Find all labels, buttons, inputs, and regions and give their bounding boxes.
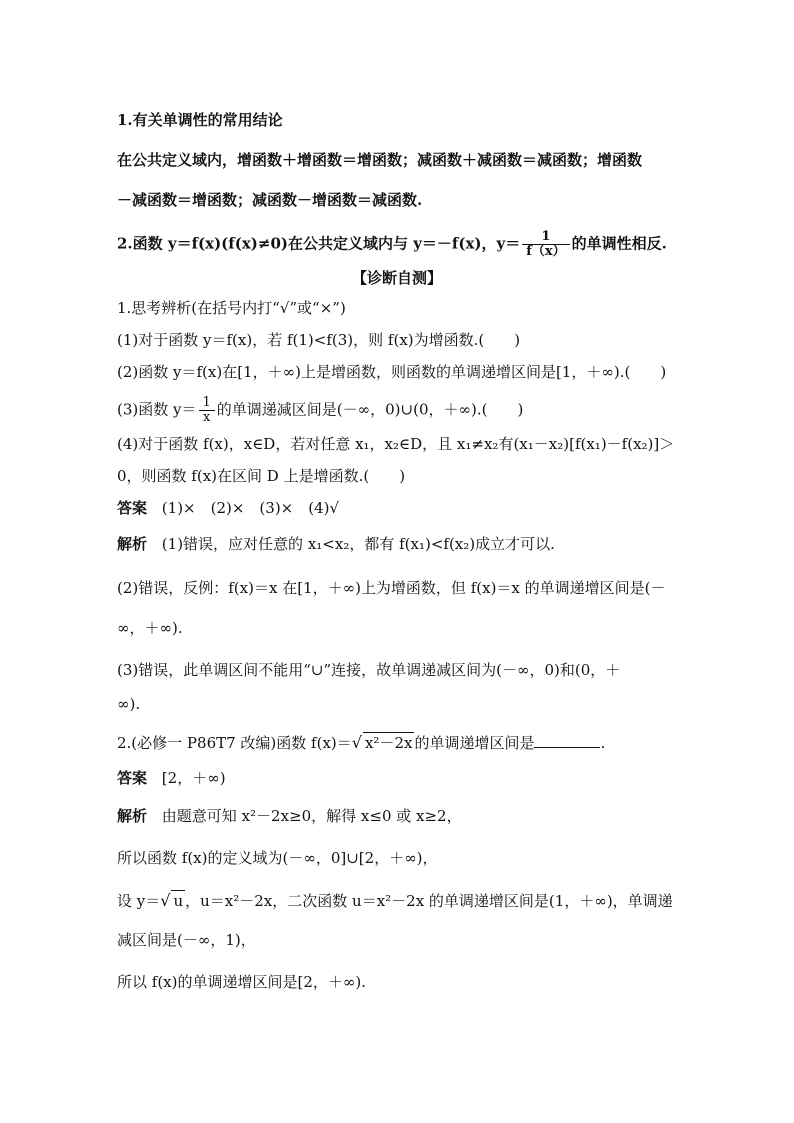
section1-line1: 在公共定义域内，增函数＋增函数＝增函数；减函数＋减函数＝减函数；增函数 (117, 151, 643, 169)
analysis-text: 由题意可知 x²－2x≥0，解得 x≤0 或 x≥2， (161, 807, 462, 825)
sqrt-radicand: u (173, 892, 184, 910)
q2-analysis3 (117, 890, 673, 911)
q2-analysis1 (117, 806, 462, 826)
q1-analysis3-line2: ∞). (117, 695, 141, 713)
sqrt-icon: √ (160, 891, 171, 910)
section2-fraction (522, 230, 569, 259)
q2-analysis3-suffix: ，u＝x²－2x，二次函数 u＝x²－2x 的单调递增区间是(1，＋∞)，单调递 (185, 892, 673, 910)
analysis-text: (1)错误，应对任意的 x₁<x₂，都有 f(x₁)<f(x₂)成立才可以. (161, 535, 555, 553)
analysis-label: 解析 (117, 535, 148, 553)
q1-analysis2-line2: ∞，＋∞). (117, 619, 183, 637)
section2-line (117, 230, 667, 259)
q1-item3 (117, 396, 523, 425)
sqrt-radicand: x²－2x (364, 734, 413, 752)
analysis-label: 解析 (117, 807, 148, 825)
answer-text: [2，＋∞) (161, 769, 226, 787)
answer-text: (1)× (2)× (3)× (4)√ (161, 499, 340, 517)
q1-item4-line1: (4)对于函数 f(x)，x∈D，若对任意 x₁，x₂∈D，且 x₁≠x₂有(x₁－x₂)[f(x₁)－f(x₂)]＞ (117, 435, 675, 453)
section1-heading: 1.有关单调性的常用结论 (117, 111, 283, 129)
q2-analysis2: 所以函数 f(x)的定义域为(－∞，0]∪[2，＋∞)， (117, 849, 438, 867)
fraction-denominator: f（x） (526, 244, 566, 259)
q2-question (117, 732, 605, 753)
q1-item2: (2)函数 y＝f(x)在[1，＋∞)上是增函数，则函数的单调递增区间是[1，＋∞).( ) (117, 363, 667, 381)
answer-blank (534, 733, 600, 748)
diagnosis-title: 【诊断自测】 (351, 269, 442, 287)
q1-analysis2-line1: (2)错误，反例：f(x)＝x 在[1，＋∞)上为增函数，但 f(x)＝x 的单调递增区间是(－ (117, 579, 666, 597)
answer-label: 答案 (117, 499, 148, 517)
fraction-numerator: 1 (199, 396, 215, 411)
q2-suffix: 的单调递增区间是 (414, 734, 535, 752)
sqrt-icon: √ (351, 733, 362, 752)
q1-item3-fraction (199, 396, 215, 425)
q1-item1: (1)对于函数 y＝f(x)，若 f(1)<f(3)，则 f(x)为增函数.( ) (117, 331, 521, 349)
q1-analysis1 (117, 534, 555, 554)
q2-analysis3-prefix: 设 y＝ (117, 892, 161, 910)
q2-analysis5: 所以 f(x)的单调递增区间是[2，＋∞). (117, 973, 366, 991)
fraction-numerator: 1 (522, 230, 569, 245)
section2-suffix: 的单调性相反. (571, 234, 667, 253)
q2-end: . (600, 734, 606, 752)
fraction-denominator: x (202, 410, 211, 425)
q1-answer (117, 498, 339, 518)
section1-line2: －减函数＝增函数；减函数－增函数＝减函数. (117, 191, 423, 209)
answer-label: 答案 (117, 769, 148, 787)
q1-item4-line2: 0，则函数 f(x)在区间 D 上是增函数.( ) (117, 467, 406, 485)
q1-item3-prefix: (3)函数 y＝ (117, 400, 197, 419)
q1-analysis3-line1: (3)错误，此单调区间不能用“∪”连接，故单调递减区间为(－∞，0)和(0，＋ (117, 661, 621, 679)
q1-intro: 1.思考辨析(在括号内打“√”或“×”) (117, 299, 346, 317)
section2-prefix: 2.函数 y＝f(x)(f(x)≠0)在公共定义域内与 y＝－f(x)，y＝ (117, 234, 521, 253)
q2-analysis4: 减区间是(－∞，1)， (117, 931, 256, 949)
q2-prefix: 2.(必修一 P86T7 改编)函数 f(x)＝ (117, 734, 352, 752)
q2-answer (117, 768, 226, 788)
q1-item3-suffix: 的单调递减区间是(－∞，0)∪(0，＋∞).( ) (216, 400, 524, 419)
